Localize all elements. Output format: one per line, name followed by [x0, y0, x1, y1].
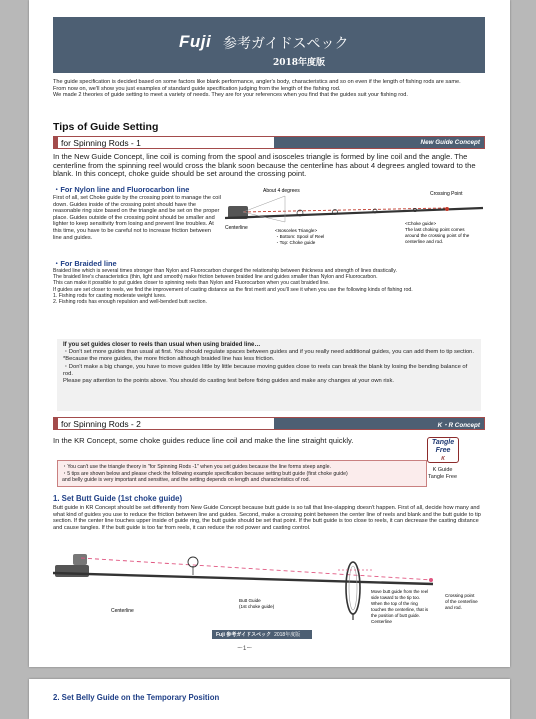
legend-line: <Isosceles Triangle> — [275, 228, 318, 233]
intro-text — [53, 79, 489, 99]
note-line: Please pay attention to the points above. You should do casting test before fixing guides and make any changes at your own risk. — [63, 378, 394, 385]
centerline-label: Centerline — [111, 608, 134, 614]
about-degrees-label: About 4 degrees — [263, 188, 300, 194]
header-title: 参考ガイドスペック — [223, 36, 349, 52]
document-page-2 — [29, 679, 510, 719]
braid-line: The braided line's characteristics (thin, light and smooth) make friction between braided line and guides smaller than Nylon and Fluorocarbon. — [53, 274, 378, 281]
badge-brand: K — [441, 456, 445, 462]
header-year: 2018年度版 — [273, 58, 326, 68]
badge-caption-line: K Guide — [432, 467, 453, 473]
butt-guide-label: Butt Guide — [239, 598, 261, 603]
move-note-line: side toward to the tip too. — [371, 595, 421, 600]
triangle-side — [243, 196, 285, 212]
caution-line: and belly guide is very important and sensitive, and the setting depends on length and characteristics of rod. — [62, 477, 310, 483]
braid-line: This can make it possible to put guides closer to spinning reels than Nylon and Fluorocarbon when you cast braided line. — [53, 280, 330, 287]
fuji-logo: Fuji — [179, 32, 212, 51]
note-line: ・Don't make a big change, you have to move guides little by little because moving guides close to reels can break the blank by losing the bending balance of rod. — [63, 363, 468, 377]
footer-year: 2018年度版 — [274, 632, 301, 638]
document-page-1 — [29, 0, 510, 667]
caution-line: ・5 tips are shown below and please check the following example specification because setting butt guide (first choke guide) — [62, 470, 348, 477]
step2-heading: 2. Set Belly Guide on the Temporary Position — [53, 693, 220, 702]
crossing-note-line: of the centerline — [445, 599, 478, 604]
butt-guide-label: (1st choke guide) — [239, 604, 275, 609]
legend-line: ・Bottom: Spool of Reel — [275, 234, 325, 239]
choke-note-line: centerline and rod. — [405, 239, 444, 244]
braid-line: 1. Fishing rods for casting moderate weight lures. — [53, 292, 167, 299]
page-footer-badge — [212, 630, 312, 639]
nylon-text: First of all, set Choke guide by the crossing point to manage the coil down. Guides inside of the crossing point should have the reasonable ring size based on the triangle and be set on the proper place. Guides outside of the crossing point should be smaller and lighter to keep sensitivity from losing and prevent line troubles. At this time, you have to be careful not to increase friction between line and guides. — [53, 195, 221, 241]
note-title: If you set guides closer to reels than usual when using braided line… — [63, 342, 261, 348]
centerline-label: Centerline — [371, 619, 392, 624]
crossing-note-line: Crossing point — [445, 593, 475, 598]
section-bar-spinning-2 — [53, 417, 485, 430]
badge-text: Free — [435, 447, 451, 454]
section-concept: New Guide Concept — [274, 137, 484, 148]
move-note-line: Move butt guide from the reel — [371, 589, 429, 594]
kr-caution-box — [57, 460, 427, 487]
page-number: ー1ー — [237, 646, 253, 652]
crossing-point-marker — [429, 578, 433, 582]
butt-guide-diagram — [53, 540, 489, 624]
badge-caption-line: Tangle Free — [427, 473, 458, 480]
move-note-line: When the top of the ring — [371, 601, 418, 606]
section-bar-spinning-1 — [53, 136, 485, 149]
legend-line: ・Top: Choke guide — [275, 240, 316, 245]
rod-blank — [53, 573, 433, 584]
tips-heading: Tips of Guide Setting — [53, 121, 159, 133]
badge-text: Tangle — [431, 439, 455, 446]
braided-line-note-box — [57, 339, 481, 411]
braid-line: Braided line which is several times stronger than Nylon and Fluorocarbon changed the relationship between thickness and strength of lines drastically. — [53, 268, 397, 274]
choke-note-line: The last choking point comes — [405, 227, 465, 232]
braid-line: 2. Fishing rods has enough repulsion and well-bended butt section. — [53, 299, 207, 306]
caution-line: ・You can't use the triangle theory in "for Spinning Rods -1" when you set guides because the line forms steep angle. — [62, 464, 331, 470]
choke-note-line: around the crossing point of the — [405, 233, 470, 238]
braid-line: If guides are set closer to reels, we find the improvement of casting distance as the first merit and you'll see it when you use the following kinds of fishing rod. — [53, 286, 413, 293]
crossing-point-marker — [445, 207, 449, 211]
section2-lead: In the KR Concept, some choke guides reduce line coil and make the line straight quickly. — [53, 436, 354, 445]
braid-heading: ・For Braided line — [53, 259, 117, 268]
tangle-free-badge — [427, 437, 459, 463]
step1-heading: 1. Set Butt Guide (1st choke guide) — [53, 494, 183, 503]
section1-lead: In the New Guide Concept, line coil is coming from the spool and isosceles triangle is formed by line coil and the angle. The centerline from the spinning reel would cross the blank soon because the centerline has about 4 degrees angled toward to the blank. In this concept, choke guide should be set around the crossing point. — [53, 152, 476, 179]
footer-brand: Fuji 参考ガイドスペック — [216, 632, 272, 638]
crossing-point-label: Crossing Point — [430, 191, 463, 197]
reel-shape — [73, 554, 87, 565]
butt-guide-ring — [188, 557, 198, 567]
reel-seat-shape — [55, 565, 89, 577]
intro-line: The guide specification is decided based on some factors like blank performance, angler's body, characteristics and so on even if the length of fishing rods are same. — [53, 79, 461, 85]
move-note-line: the position of butt guide. — [371, 613, 421, 618]
intro-line: From now on, we'll show you just examples of standard guide specification judging from the length of the fishing rod. — [53, 85, 341, 92]
page-header-banner — [53, 17, 485, 73]
new-guide-concept-diagram — [225, 186, 489, 254]
note-line: *Because the more guides, the more friction although braided line has less friction. — [63, 356, 275, 363]
ring-front-view — [346, 562, 360, 614]
section-label: for Spinning Rods - 2 — [61, 419, 141, 429]
ring-inner-view — [349, 566, 357, 610]
braid-text — [53, 268, 489, 305]
section-concept: K・R Concept — [274, 418, 484, 429]
nylon-heading: ・For Nylon line and Fluorocarbon line — [53, 185, 190, 194]
move-note-line: touches the centerline, that is — [371, 607, 429, 612]
choke-note-line: <Choke guide> — [405, 221, 437, 226]
centerline-label: Centerline — [225, 225, 248, 231]
intro-line: We made 2 theories of guide setting to meet a variety of needs. They are for your references when you find that the guides suit your fishing rod. — [53, 92, 408, 99]
section-label: for Spinning Rods - 1 — [61, 138, 141, 148]
centerline — [81, 558, 433, 580]
step1-text: Butt guide in KR Concept should be set differently from New Guide Concept because butt guide is so tall that line-slapping doesn't happen. First of all, decide how many and what kind of guides you use to reduce the friction between line and guides. Second, make a crossing point between the center line of reels and blank and the butt guide to tip section. If the center line touches upper inside of guide ring, the butt guide should be set that point. If the butt guide is too close to reels, it can decrease the casting distance and cause tangles. If the butt guide is too far from reels, it can reduce the rod power and casting control. — [53, 505, 481, 531]
note-line: ・Don't set more guides than usual at first. You should regulate spaces between guides and if you really need additional guides, you can add them to tip section. — [63, 349, 475, 356]
crossing-note-line: and rod. — [445, 605, 462, 610]
